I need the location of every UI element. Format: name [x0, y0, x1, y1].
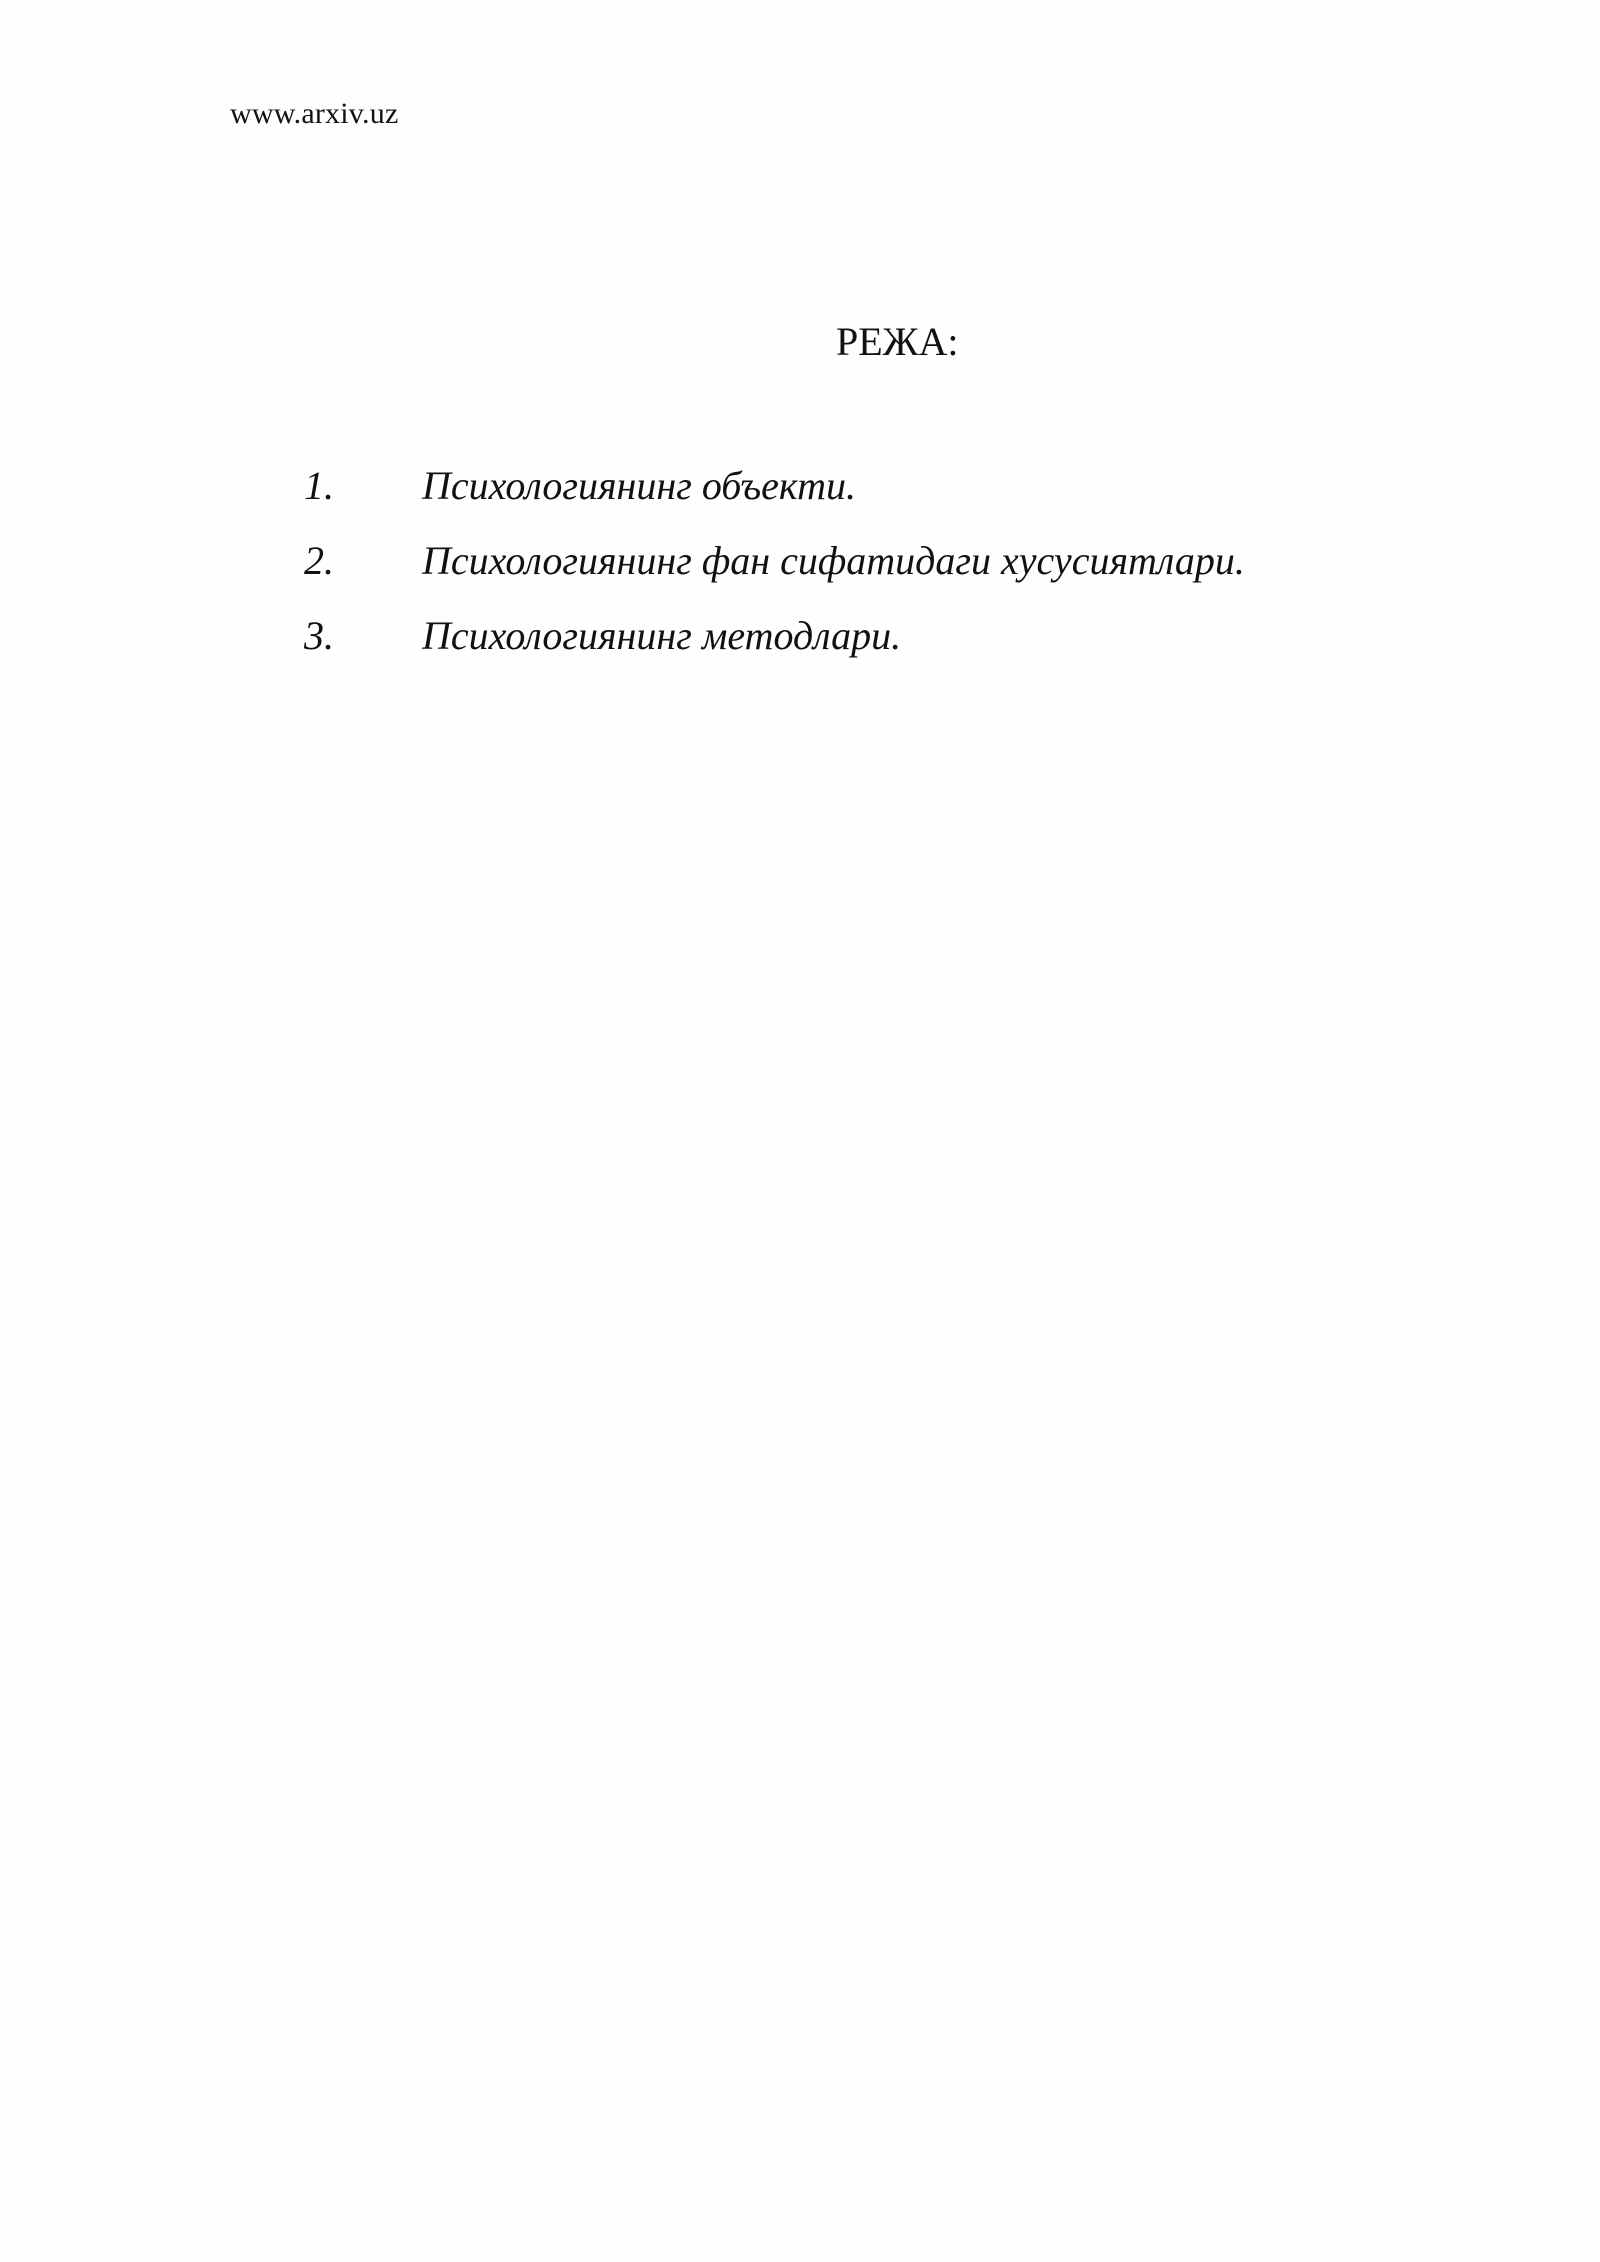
plan-item-number: 1. — [304, 463, 334, 508]
plan-item-text: Психологиянинг методлари. — [422, 613, 902, 658]
plan-title: РЕЖА: — [836, 319, 959, 364]
plan-item-number: 2. — [304, 538, 334, 583]
plan-item-2 — [304, 537, 1454, 612]
plan-item-1 — [304, 462, 1454, 537]
plan-item-text: Психологиянинг объекти. — [422, 463, 857, 508]
plan-item-text: Психологиянинг фан сифатидаги хусусиятлари. — [422, 538, 1245, 583]
plan-list — [304, 462, 1454, 687]
plan-item-number: 3. — [304, 613, 334, 658]
header-url: www.arxiv.uz — [230, 97, 399, 130]
plan-item-3 — [304, 612, 1454, 687]
